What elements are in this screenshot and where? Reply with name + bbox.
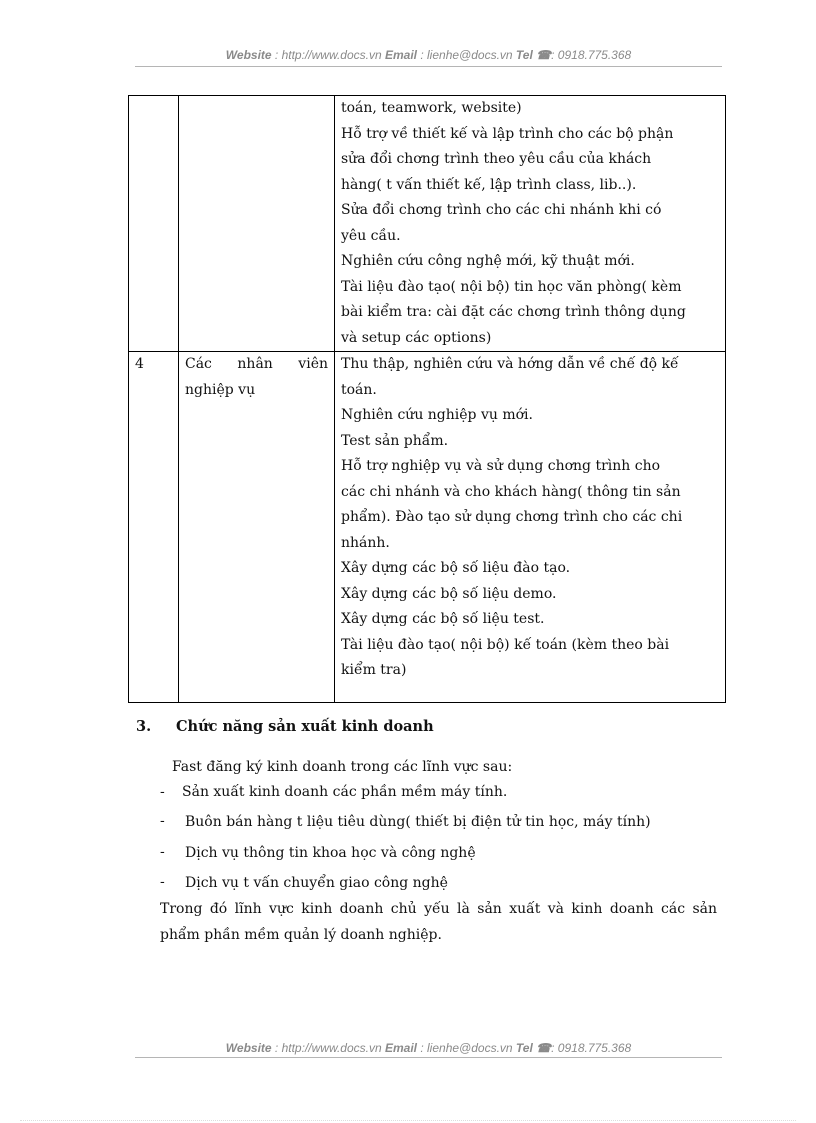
bullet-marker-1: -	[160, 813, 165, 829]
task-line: hàng( t vấn thiết kế, lập trình class, lib..).	[341, 176, 637, 193]
duties-table	[128, 95, 726, 703]
role-line: nghiệp vụ	[185, 381, 256, 398]
task-line: và setup các options)	[341, 329, 492, 346]
footer-email-label: Email	[384, 1041, 417, 1055]
task-line: các chi nhánh và cho khách hàng( thông tin sản	[341, 483, 681, 500]
task-line: Sửa đổi chơng trình cho các chi nhánh khi có	[341, 202, 662, 218]
bullet-item-3: Dịch vụ t vấn chuyển giao công nghệ	[185, 875, 448, 891]
task-line: Xây dựng các bộ số liệu test.	[341, 611, 545, 627]
dash-marker: -	[160, 784, 165, 800]
bullet-marker-3: -	[160, 874, 165, 890]
row-number-cell: 4	[129, 352, 179, 703]
duties-table-body	[129, 96, 726, 703]
header-website-label: Website	[225, 48, 272, 62]
bullet-marker-2: -	[160, 844, 165, 860]
role-cell	[179, 96, 335, 352]
tasks-cell	[335, 352, 726, 703]
page-edge-rule	[20, 1120, 796, 1121]
row-number-cell	[129, 96, 179, 352]
header-tel-value: : 0918.775.368	[551, 48, 632, 62]
page-header	[135, 48, 722, 62]
footer-tel-label: Tel	[515, 1041, 533, 1055]
footer-website-label: Website	[225, 1041, 272, 1055]
task-line: Hỗ trợ nghiệp vụ và sử dụng chơng trình cho	[341, 458, 661, 474]
task-line: kiểm tra)	[341, 662, 407, 678]
task-line: Nghiên cứu công nghệ mới, kỹ thuật mới.	[341, 253, 635, 269]
section-number: 3.	[136, 718, 152, 735]
task-line: yêu cầu.	[341, 227, 401, 244]
closing-line-2: phẩm phần mềm quản lý doanh nghiệp.	[160, 927, 442, 943]
task-line: Xây dựng các bộ số liệu đào tạo.	[341, 560, 571, 576]
header-tel-label: Tel	[515, 48, 533, 62]
task-line: Tài liệu đào tạo( nội bộ) tin học văn phòng( kèm	[341, 278, 682, 295]
header-email-value[interactable]: : lienhe@docs.vn	[420, 48, 513, 62]
task-line: Thu thập, nghiên cứu và hớng dẫn về chế độ kế	[341, 356, 679, 372]
section-intro: Fast đăng ký kinh doanh trong các lĩnh vực sau:	[172, 759, 513, 775]
bullet-item-2: Dịch vụ thông tin khoa học và công nghệ	[185, 845, 476, 861]
dash-item: Sản xuất kinh doanh các phần mềm máy tính.	[182, 784, 508, 800]
header-website-value[interactable]: : http://www.docs.vn	[274, 48, 382, 62]
section-heading	[136, 718, 434, 735]
task-line: Xây dựng các bộ số liệu demo.	[341, 585, 557, 602]
table-row	[129, 352, 726, 703]
page-footer	[135, 1041, 722, 1055]
closing-line-1: Trong đó lĩnh vực kinh doanh chủ yếu là sản xuất và kinh doanh các sản	[160, 901, 717, 917]
role-cell	[179, 352, 335, 703]
phone-icon: ☎	[536, 1041, 552, 1055]
task-line: sửa đổi chơng trình theo yêu cầu của khách	[341, 151, 652, 167]
task-line: toán.	[341, 381, 377, 398]
task-line: Test sản phẩm.	[341, 432, 449, 449]
task-line: bài kiểm tra: cài đặt các chơng trình thông dụng	[341, 304, 686, 320]
tasks-cell	[335, 96, 726, 352]
task-line: Nghiên cứu nghiệp vụ mới.	[341, 407, 533, 423]
task-line: toán, teamwork, website)	[341, 100, 522, 116]
task-line: nhánh.	[341, 534, 390, 551]
header-email-label: Email	[384, 48, 417, 62]
table-row	[129, 96, 726, 352]
task-line: Hỗ trợ về thiết kế và lập trình cho các bộ phận	[341, 125, 674, 142]
bullet-item-1: Buôn bán hàng t liệu tiêu dùng( thiết bị điện tử tin học, máy tính)	[185, 814, 651, 830]
role-line: Các nhân viên	[185, 356, 328, 372]
footer-tel-value: : 0918.775.368	[551, 1041, 632, 1055]
footer-website-value[interactable]: : http://www.docs.vn	[274, 1041, 382, 1055]
header-rule	[135, 66, 722, 67]
task-line: Tài liệu đào tạo( nội bộ) kế toán (kèm theo bài	[341, 636, 670, 653]
footer-email-value[interactable]: : lienhe@docs.vn	[420, 1041, 513, 1055]
task-line: phẩm). Đào tạo sử dụng chơng trình cho các chi	[341, 509, 683, 525]
phone-icon: ☎	[536, 48, 552, 62]
footer-rule	[135, 1057, 722, 1058]
section-title: Chức năng sản xuất kinh doanh	[176, 718, 434, 735]
